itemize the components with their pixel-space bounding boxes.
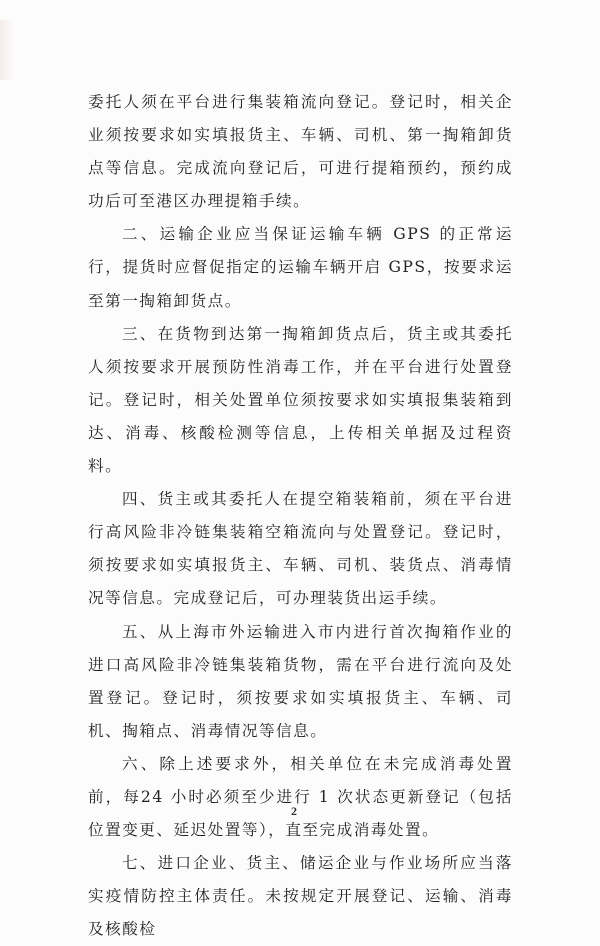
paragraph-item-4: 四、货主或其委托人在提空箱装箱前，须在平台进行高风险非冷链集装箱空箱流向与处置登记。登记时，须按要求如实填报货主、车辆、司机、装货点、消毒情况等信息。完成登记后，可办理装货出运手续。: [88, 490, 513, 608]
paragraph-item-2: 二、运输企业应当保证运输车辆 GPS 的正常运行，提货时应督促指定的运输车辆开启 GPS，按要求运至第一掏箱卸货点。: [88, 225, 513, 310]
scan-edge-stain: [0, 20, 14, 80]
paragraph-continuation: 委托人须在平台进行集装箱流向登记。登记时，相关企业须按要求如实填报货主、车辆、司机、第一掏箱卸货点等信息。完成流向登记后，可进行提箱预约，预约成功后可至港区办理提箱手续。: [88, 93, 513, 211]
paragraph-item-5: 五、从上海市外运输进入市内进行首次掏箱作业的进口高风险非冷链集装箱货物，需在平台进行流向及处置登记。登记时，须按要求如实填报货主、车辆、司机、掏箱点、消毒情况等信息。: [88, 622, 513, 740]
paragraph-item-3: 三、在货物到达第一掏箱卸货点后，货主或其委托人须按要求开展预防性消毒工作，并在平台进行处置登记。登记时，相关处置单位须按要求如实填报集装箱到达、消毒、核酸检测等信息，上传相关单据及过程资料。: [88, 324, 513, 476]
page-number: 2: [291, 804, 297, 818]
paragraph-item-6: 六、除上述要求外，相关单位在未完成消毒处置前，每24 小时必须至少进行 1 次状态更新登记（包括位置变更、延迟处置等），直至完成消毒处置。: [88, 754, 513, 840]
paragraph-item-7: 七、进口企业、货主、储运企业与作业场所应当落实疫情防控主体责任。未按规定开展登记、运输、消毒及核酸检: [88, 854, 513, 939]
